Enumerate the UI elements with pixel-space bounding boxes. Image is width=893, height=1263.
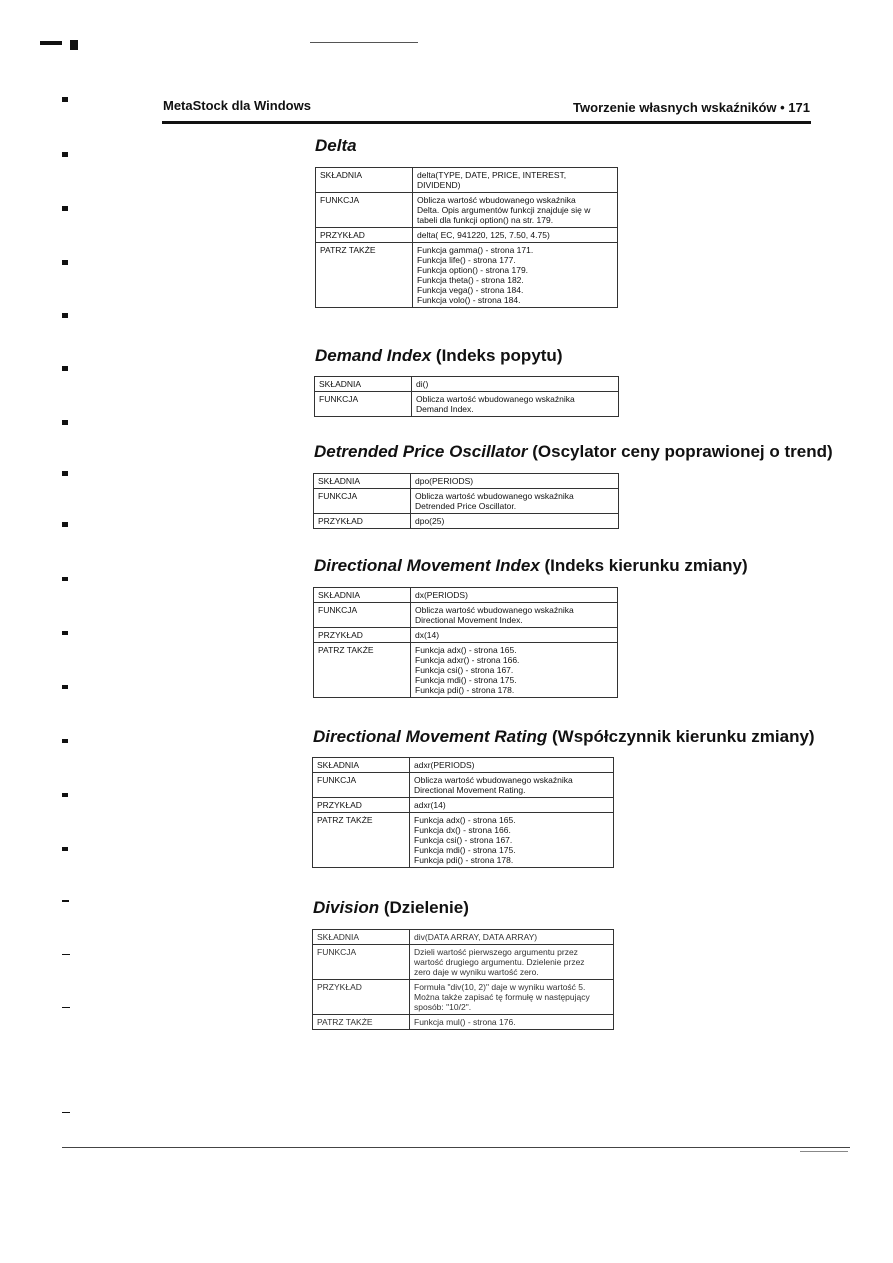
definition-table-demand-index bbox=[314, 376, 619, 417]
title-polish: (Indeks kierunku zmiany) bbox=[539, 556, 748, 575]
row-value: adxr(14) bbox=[410, 798, 614, 813]
title-english: Detrended Price Oscillator bbox=[314, 442, 528, 461]
definition-table-detrended-price-oscillator bbox=[313, 473, 619, 529]
row-value: delta( EC, 941220, 125, 7.50, 4.75) bbox=[413, 228, 618, 243]
table-row bbox=[313, 945, 614, 980]
row-value: Oblicza wartość wbudowanego wskaźnika Detrended Price Oscillator. bbox=[411, 489, 619, 514]
row-value: Oblicza wartość wbudowanego wskaźnika Directional Movement Rating. bbox=[410, 773, 614, 798]
row-value: Funkcja adx() - strona 165. Funkcja adxr() - strona 166. Funkcja csi() - strona 167. Funkcja mdi() - strona 175. Funkcja pdi() - strona 178. bbox=[411, 643, 618, 698]
header-rule bbox=[162, 121, 811, 124]
table-row bbox=[313, 930, 614, 945]
title-english: Demand Index bbox=[315, 346, 432, 365]
section-title-delta bbox=[315, 136, 357, 156]
scan-mark bbox=[62, 260, 68, 265]
row-label: SKŁADNIA bbox=[314, 588, 411, 603]
row-value: dpo(PERIODS) bbox=[411, 474, 619, 489]
table-row bbox=[315, 392, 619, 417]
title-english: Division bbox=[313, 898, 380, 917]
scan-mark bbox=[62, 522, 68, 527]
scan-mark bbox=[62, 954, 70, 955]
table-row bbox=[314, 514, 619, 529]
row-label: PRZYKŁAD bbox=[313, 798, 410, 813]
scan-mark bbox=[62, 152, 68, 157]
definition-table-directional-movement-index bbox=[313, 587, 618, 698]
row-label: FUNKCJA bbox=[314, 489, 411, 514]
title-polish: (Indeks popytu) bbox=[431, 346, 563, 365]
table-row bbox=[314, 643, 618, 698]
table-row bbox=[314, 603, 618, 628]
row-value: Oblicza wartość wbudowanego wskaźnika Demand Index. bbox=[412, 392, 619, 417]
scan-mark bbox=[62, 685, 68, 689]
table-row bbox=[313, 758, 614, 773]
table-row bbox=[314, 489, 619, 514]
table-row bbox=[316, 228, 618, 243]
row-label: SKŁADNIA bbox=[313, 758, 410, 773]
row-value: Funkcja adx() - strona 165. Funkcja dx() - strona 166. Funkcja csi() - strona 167. Funkcja mdi() - strona 175. Funkcja pdi() - strona 178. bbox=[410, 813, 614, 868]
row-value: di() bbox=[412, 377, 619, 392]
row-value: Oblicza wartość wbudowanego wskaźnika Delta. Opis argumentów funkcji znajduje się w tabeli dla funkcji option() na str. 179. bbox=[413, 193, 618, 228]
row-value: Dzieli wartość pierwszego argumentu przez wartość drugiego argumentu. Dzielenie przez zero daje w wyniku wartość zero. bbox=[410, 945, 614, 980]
title-english: Delta bbox=[315, 136, 357, 155]
table-row bbox=[313, 773, 614, 798]
scan-mark bbox=[62, 577, 68, 581]
row-value: dx(PERIODS) bbox=[411, 588, 618, 603]
row-value: Funkcja gamma() - strona 171. Funkcja life() - strona 177. Funkcja option() - strona 179. Funkcja theta() - strona 182. Funkcja vega() - strona 184. Funkcja volo() - strona 184. bbox=[413, 243, 618, 308]
title-english: Directional Movement Index bbox=[314, 556, 540, 575]
row-label: PATRZ TAKŻE bbox=[316, 243, 413, 308]
section-title-demand-index bbox=[315, 346, 562, 366]
scan-mark bbox=[62, 1112, 70, 1113]
table-row bbox=[315, 377, 619, 392]
row-value: div(DATA ARRAY, DATA ARRAY) bbox=[410, 930, 614, 945]
table-row bbox=[316, 168, 618, 193]
scan-mark bbox=[62, 313, 68, 318]
table-row bbox=[314, 474, 619, 489]
row-label: FUNKCJA bbox=[314, 603, 411, 628]
row-label: SKŁADNIA bbox=[313, 930, 410, 945]
row-label: SKŁADNIA bbox=[315, 377, 412, 392]
definition-table-directional-movement-rating bbox=[312, 757, 614, 868]
section-title-division bbox=[313, 898, 469, 918]
table-row bbox=[316, 193, 618, 228]
row-label: FUNKCJA bbox=[316, 193, 413, 228]
row-label: SKŁADNIA bbox=[316, 168, 413, 193]
section-title-directional-movement-index bbox=[314, 556, 748, 576]
running-header-right: Tworzenie własnych wskaźników • 171 bbox=[573, 100, 810, 115]
section-title-detrended-price-oscillator bbox=[314, 442, 833, 462]
row-value: adxr(PERIODS) bbox=[410, 758, 614, 773]
row-value: Oblicza wartość wbudowanego wskaźnika Directional Movement Index. bbox=[411, 603, 618, 628]
row-label: PATRZ TAKŻE bbox=[314, 643, 411, 698]
row-label: PRZYKŁAD bbox=[313, 980, 410, 1015]
scan-mark bbox=[70, 40, 78, 50]
table-row bbox=[313, 980, 614, 1015]
title-polish: (Dzielenie) bbox=[379, 898, 469, 917]
section-title-directional-movement-rating bbox=[313, 727, 815, 747]
scan-mark bbox=[62, 471, 68, 476]
row-label: PRZYKŁAD bbox=[314, 628, 411, 643]
row-label: PATRZ TAKŻE bbox=[313, 813, 410, 868]
scan-mark bbox=[62, 97, 68, 102]
row-value: Formuła "div(10, 2)" daje w wyniku wartość 5. Można także zapisać tę formułę w następujący sposób: "10/2". bbox=[410, 980, 614, 1015]
row-label: FUNKCJA bbox=[313, 945, 410, 980]
row-label: PRZYKŁAD bbox=[316, 228, 413, 243]
scan-line-bottom bbox=[62, 1147, 850, 1148]
table-row bbox=[316, 243, 618, 308]
table-row bbox=[313, 798, 614, 813]
row-value: Funkcja mul() - strona 176. bbox=[410, 1015, 614, 1030]
scan-mark bbox=[62, 1007, 70, 1008]
row-label: FUNKCJA bbox=[313, 773, 410, 798]
table-row bbox=[313, 1015, 614, 1030]
scan-mark bbox=[62, 631, 68, 635]
row-value: dpo(25) bbox=[411, 514, 619, 529]
definition-table-division bbox=[312, 929, 614, 1030]
table-row bbox=[313, 813, 614, 868]
definition-table-delta bbox=[315, 167, 618, 308]
row-label: SKŁADNIA bbox=[314, 474, 411, 489]
scan-mark bbox=[62, 420, 68, 425]
table-row bbox=[314, 628, 618, 643]
title-english: Directional Movement Rating bbox=[313, 727, 548, 746]
title-polish: (Współczynnik kierunku zmiany) bbox=[547, 727, 815, 746]
title-polish: (Oscylator ceny poprawionej o trend) bbox=[527, 442, 833, 461]
row-label: FUNKCJA bbox=[315, 392, 412, 417]
scan-mark bbox=[62, 206, 68, 211]
scan-mark bbox=[62, 739, 68, 743]
scan-mark bbox=[62, 847, 68, 851]
scan-mark bbox=[62, 793, 68, 797]
scan-line-top bbox=[310, 42, 418, 43]
row-value: delta(TYPE, DATE, PRICE, INTEREST, DIVIDEND) bbox=[413, 168, 618, 193]
row-label: PRZYKŁAD bbox=[314, 514, 411, 529]
scan-mark bbox=[40, 41, 62, 45]
row-label: PATRZ TAKŻE bbox=[313, 1015, 410, 1030]
scan-mark bbox=[62, 366, 68, 371]
scan-line-bottom-short bbox=[800, 1151, 848, 1152]
running-header-left: MetaStock dla Windows bbox=[163, 98, 311, 113]
scan-mark bbox=[62, 900, 69, 902]
table-row bbox=[314, 588, 618, 603]
row-value: dx(14) bbox=[411, 628, 618, 643]
